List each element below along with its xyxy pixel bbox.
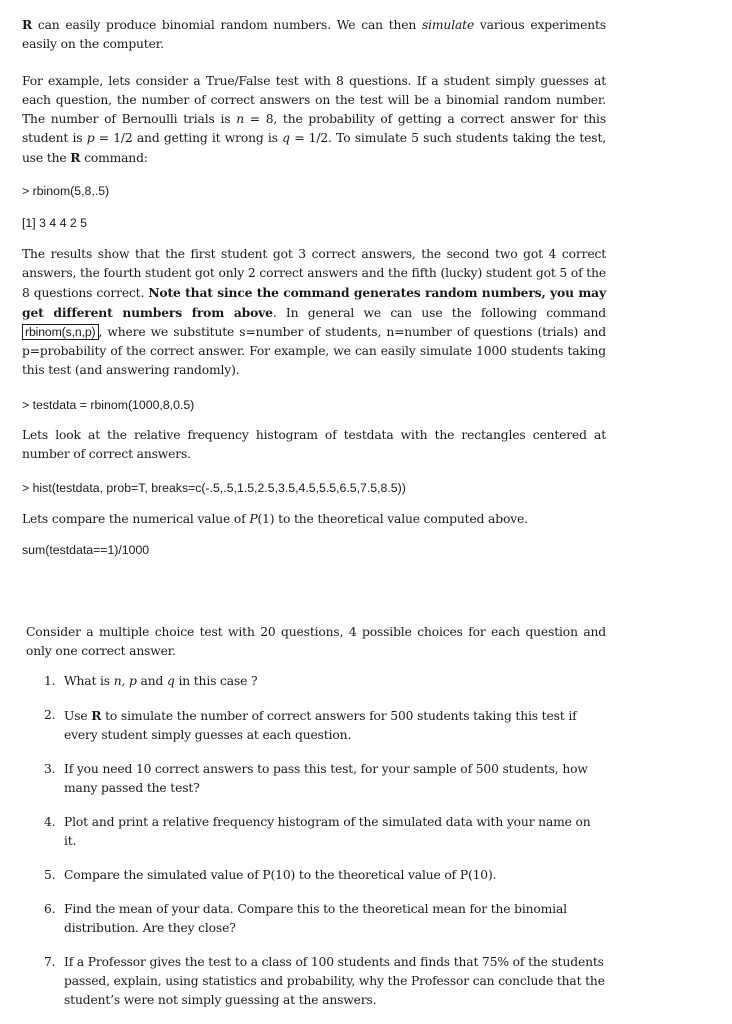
histogram-paragraph: Lets look at the relative frequency histogram of testdata with the rectangles centered at number of correct answers. xyxy=(22,428,606,461)
compare-paragraph: Lets compare the numerical value of P(1) to the theoretical value computed above. xyxy=(22,512,528,526)
r-command-rbinom: > rbinom(5,8,.5) xyxy=(22,184,110,198)
question-3: 3. If you need 10 correct answers to pass this test, for your sample of 500 students, how many passed the test? xyxy=(44,762,588,795)
question-5: 5. Compare the simulated value of P(10) to the theoretical value of P(10). xyxy=(44,868,497,882)
warning-bold-text: Note that since the command generates random numbers, you may get different numbers from above xyxy=(22,285,606,320)
question-list xyxy=(26,672,606,1010)
rbinom-syntax-box: rbinom(s,n,p) xyxy=(22,324,99,340)
r-output: [1] 3 4 4 2 5 xyxy=(22,216,87,230)
r-command-testdata: > testdata = rbinom(1000,8,0.5) xyxy=(22,398,195,412)
r-command-sum: sum(testdata==1)/1000 xyxy=(22,543,150,557)
question-7: 7. If a Professor gives the test to a class of 100 students and finds that 75% of the students passed, explain, using statistics and probability, why the Professor can conclude that the student’s were not simply guessing at the answers. xyxy=(44,955,605,1007)
question-2: 2. Use R to simulate the number of correct answers for 500 students taking this test if every student simply guesses at each question. xyxy=(44,708,577,742)
r-command-hist: > hist(testdata, prob=T, breaks=c(-.5,.5,1.5,2.5,3.5,4.5,5.5,6.5,7.5,8.5)) xyxy=(22,481,406,495)
intro-paragraph: R can easily produce binomial random numbers. We can then simulate various experiments easily on the computer. xyxy=(22,17,606,51)
question-4: 4. Plot and print a relative frequency histogram of the simulated data with your name on it. xyxy=(44,815,591,848)
example-paragraph: For example, lets consider a True/False test with 8 questions. If a student simply guesses at each question, the number of correct answers on the test will be a binomial random number. The number of Bernoulli trials is n = 8, the probability of getting a correct answer for this student is p = 1/2 and getting it wrong is q = 1/2. To simulate 5 such students taking the test, use the R command: xyxy=(22,74,606,165)
results-paragraph: The results show that the first student got 3 correct answers, the second two got 4 correct answers, the fourth student got only 2 correct answers and the fifth (lucky) student got 5 of the 8 questions correct. Note that since the command generates random numbers, you may get different numbers from above. In general we can use the following command rbinom(s,n,p) , where we substitute s=number of students, n=number of questions (trials) and p=probability of the correct answer. For example, we can easily simulate 1000 students taking this test (and answering randomly). xyxy=(22,247,606,377)
multiple-choice-intro: Consider a multiple choice test with 20 questions, 4 possible choices for each question and only one correct answer. xyxy=(26,625,606,658)
question-1: 1. What is n, p and q in this case ? xyxy=(44,674,258,688)
question-6: 6. Find the mean of your data. Compare this to the theoretical mean for the binomial distribution. Are they close? xyxy=(44,902,567,935)
r-name: R xyxy=(22,17,33,32)
